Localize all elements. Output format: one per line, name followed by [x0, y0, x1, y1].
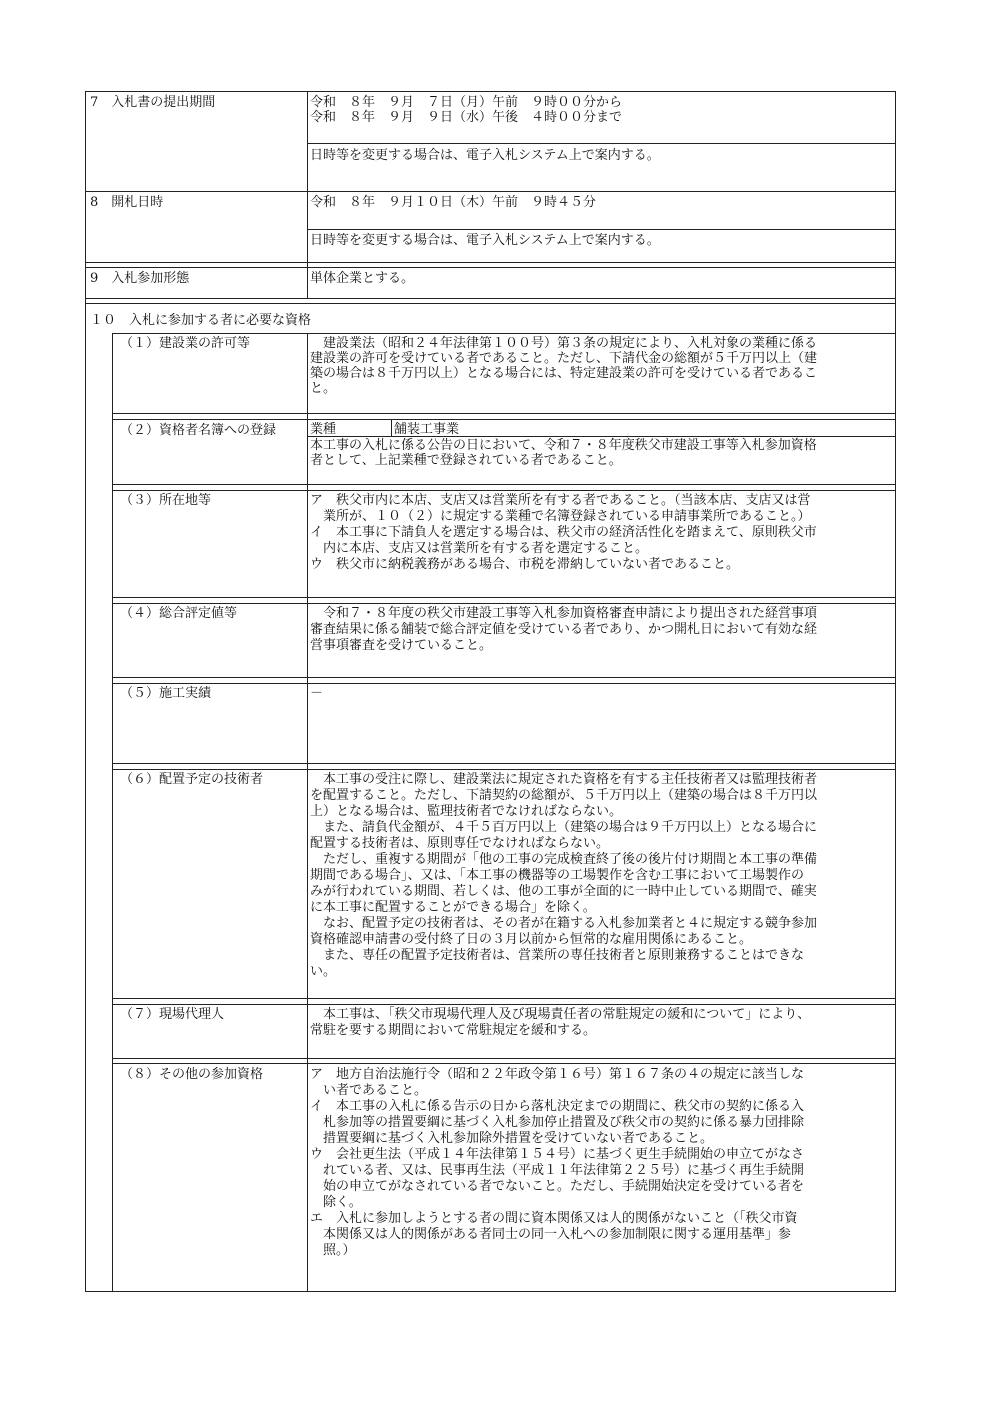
s6-line: を配置すること。ただし、下請契約の総額が、５千万円以上（建築の場合は８千万円以	[310, 788, 818, 803]
s3-line: 業所が、１０（２）に規定する業種で名簿登録されている申請事業所であること。）	[310, 509, 811, 524]
row7-divider	[307, 143, 896, 144]
table-left-border	[85, 91, 86, 1292]
s7-top-border	[112, 1004, 896, 1005]
s2-line: 本工事の入札に係る公告の日において、令和７・８年度秩父市建設工事等入札参加資格	[310, 438, 817, 453]
row7-bottom-border	[85, 191, 896, 192]
s3-line: 内に本店、支店又は営業所を有する者を選定すること。	[310, 541, 649, 556]
s3-top-border	[112, 490, 896, 491]
s6-line: 配置する技術者は、原則専任でなければならない。	[310, 836, 610, 851]
s6-line: みが行われている期間、若しくは、他の工事が全面的に一時中止している期間で、確実	[310, 884, 817, 899]
s4-line: 営事項審査を受けていること。	[310, 638, 493, 653]
s7-line: 本工事は、「秩父市現場代理人及び現場責任者の常駐規定の緩和について」により、	[310, 1007, 811, 1022]
row10-top-border	[85, 303, 896, 304]
row7-end-datetime: 令和 ８年 ９月 ９日（水）午後 ４時００分まで	[310, 110, 623, 125]
s6-line: なお、配置予定の技術者は、その者が在籍する入札参加業者と４に規定する競争参加	[310, 916, 818, 931]
s1-line: と。	[310, 381, 337, 396]
s1-line: 建設業法（昭和２４年法律第１００号）第３条の規定により、入札対象の業種に係る	[310, 336, 818, 351]
s2-field-value: 舗装工事業	[394, 422, 460, 437]
s8-line: 札参加等の措置要綱に基づく入札参加停止措置及び秩父市の契約に係る暴力団排除	[310, 1115, 805, 1130]
s7-bottom-border	[112, 1058, 896, 1059]
s8-line: 始の申立てがなされている者でないこと。ただし、手続開始決定を受けている者を	[310, 1179, 805, 1194]
row8-bottom-border	[85, 262, 896, 263]
s4-label: （４）総合評定値等	[120, 606, 238, 621]
s2-bottom-border	[112, 484, 896, 485]
s8-line: 本関係又は人的関係がある者同士の同一入札への参加制限に関する運用基準」参	[310, 1227, 792, 1242]
s6-line: い。	[310, 964, 337, 979]
s2-label: （２）資格者名簿への登録	[120, 423, 277, 438]
row7-start-datetime: 令和 ８年 ９月 ７日（月）午前 ９時００分から	[310, 95, 623, 110]
s1-label: （１）建設業の許可等	[120, 336, 251, 351]
s8-line: 除く。	[310, 1195, 362, 1210]
row8-datetime: 令和 ８年 ９月１０日（木）午前 ９時４５分	[310, 195, 597, 210]
s7-label: （７）現場代理人	[120, 1007, 225, 1022]
s2-top-border	[112, 419, 896, 420]
s8-line: エ 入札に参加しようとする者の間に資本関係又は人的関係がないこと（「秩父市資	[310, 1211, 798, 1226]
s6-line: また、専任の配置予定技術者は、営業所の専任技術者と原則兼務することはできな	[310, 948, 805, 963]
s2-field-label: 業種	[310, 422, 337, 437]
row8-divider	[307, 229, 896, 230]
s4-bottom-border	[112, 677, 896, 678]
s8-top-border	[112, 1063, 896, 1064]
row10-label: １０ 入札に参加する者に必要な資格	[90, 313, 312, 328]
s8-label: （８）その他の参加資格	[120, 1067, 264, 1082]
s8-line: 照。）	[310, 1243, 356, 1258]
s5-bottom-border	[112, 763, 896, 764]
s8-line: ウ 会社更生法（平成１４年法律第１５４号）に基づく更生手続開始の申立てがなさ	[310, 1147, 805, 1162]
row7-note: 日時等を変更する場合は、電子入札システム上で案内する。	[310, 148, 660, 163]
s4-top-border	[112, 603, 896, 604]
table-right-border	[895, 91, 896, 1292]
sub-indent-border	[112, 333, 113, 1292]
sub-header-border	[112, 333, 896, 334]
s6-line: また、請負代金額が、４千５百万円以上（建築の場合は９千万円以上）となる場合に	[310, 820, 818, 835]
s2-field-divider	[391, 419, 392, 437]
s3-bottom-border	[112, 597, 896, 598]
row9-label: 9 入札参加形態	[90, 271, 190, 286]
s6-line: 資格確認申請書の受付終了日の３月以前から恒常的な雇用関係にあること。	[310, 932, 753, 947]
s5-value: －	[310, 686, 324, 701]
s8-line: 措置要綱に基づく入札参加除外措置を受けていない者であること。	[310, 1131, 714, 1146]
s3-label: （３）所在地等	[120, 493, 212, 508]
s8-line: い者であること。	[310, 1083, 428, 1098]
label-column-border	[307, 91, 308, 299]
row8-label: 8 開札日時	[90, 195, 164, 210]
row9-value: 単体企業とする。	[310, 271, 415, 286]
s2-line: 者として、上記業種で登録されている者であること。	[310, 453, 622, 468]
sub-label-column-border	[307, 333, 308, 1292]
s6-line: ただし、重複する期間が「他の工事の完成検査終了後の後片付け期間と本工事の準備	[310, 852, 818, 867]
s1-line: 築の場合は８千万円以上）となる場合には、特定建設業の許可を受けている者であるこ	[310, 366, 818, 381]
s6-line: 本工事の受注に際し、建設業法に規定された資格を有する主任技術者又は監理技術者	[310, 772, 818, 787]
s5-label: （５）施工実績	[120, 686, 212, 701]
s6-line: 期間である場合」、又は、「本工事の機器等の工場製作を含む工事において工場製作の	[310, 868, 805, 883]
s8-line: ア 地方自治法施行令（昭和２２年政令第１６号）第１６７条の４の規定に該当しな	[310, 1067, 805, 1082]
table-top-border	[85, 91, 896, 92]
s6-line: 上）となる場合は、監理技術者でなければならない。	[310, 804, 623, 819]
row8-note: 日時等を変更する場合は、電子入札システム上で案内する。	[310, 233, 660, 248]
row9-top-border	[85, 267, 896, 268]
s3-line: イ 本工事に下請負人を選定する場合は、秩父市の経済活性化を踏まえて、原則秩父市	[310, 525, 817, 540]
s5-top-border	[112, 683, 896, 684]
row7-label: 7 入札書の提出期間	[90, 95, 216, 110]
row9-bottom-border	[85, 298, 896, 299]
s6-bottom-border	[112, 998, 896, 999]
s1-line: 建設業の許可を受けている者であること。ただし、下請代金の総額が５千万円以上（建	[310, 351, 818, 366]
s3-line: ア 秩父市内に本店、支店又は営業所を有する者であること。（当該本店、支店又は営	[310, 493, 811, 508]
s4-line: 令和７・８年度の秩父市建設工事等入札参加資格審査申請により提出された経営事項	[310, 606, 818, 621]
s6-top-border	[112, 769, 896, 770]
s6-line: に本工事に配置することができる場合」を除く。	[310, 900, 596, 915]
table-bottom-border	[85, 1291, 896, 1292]
s8-line: れている者、又は、民事再生法（平成１１年法律第２２５号）に基づく再生手続開	[310, 1163, 805, 1178]
s7-line: 常駐を要する期間において常駐規定を緩和する。	[310, 1023, 597, 1038]
s8-line: イ 本工事の入札に係る告示の日から落札決定までの期間に、秩父市の契約に係る入	[310, 1099, 805, 1114]
s4-line: 審査結果に係る舗装で総合評定値を受けている者であり、かつ開札日において有効な経	[310, 622, 818, 637]
s3-line: ウ 秩父市に納税義務がある場合、市税を滞納していない者であること。	[310, 557, 740, 572]
s6-label: （６）配置予定の技術者	[120, 772, 264, 787]
s1-bottom-border	[112, 413, 896, 414]
